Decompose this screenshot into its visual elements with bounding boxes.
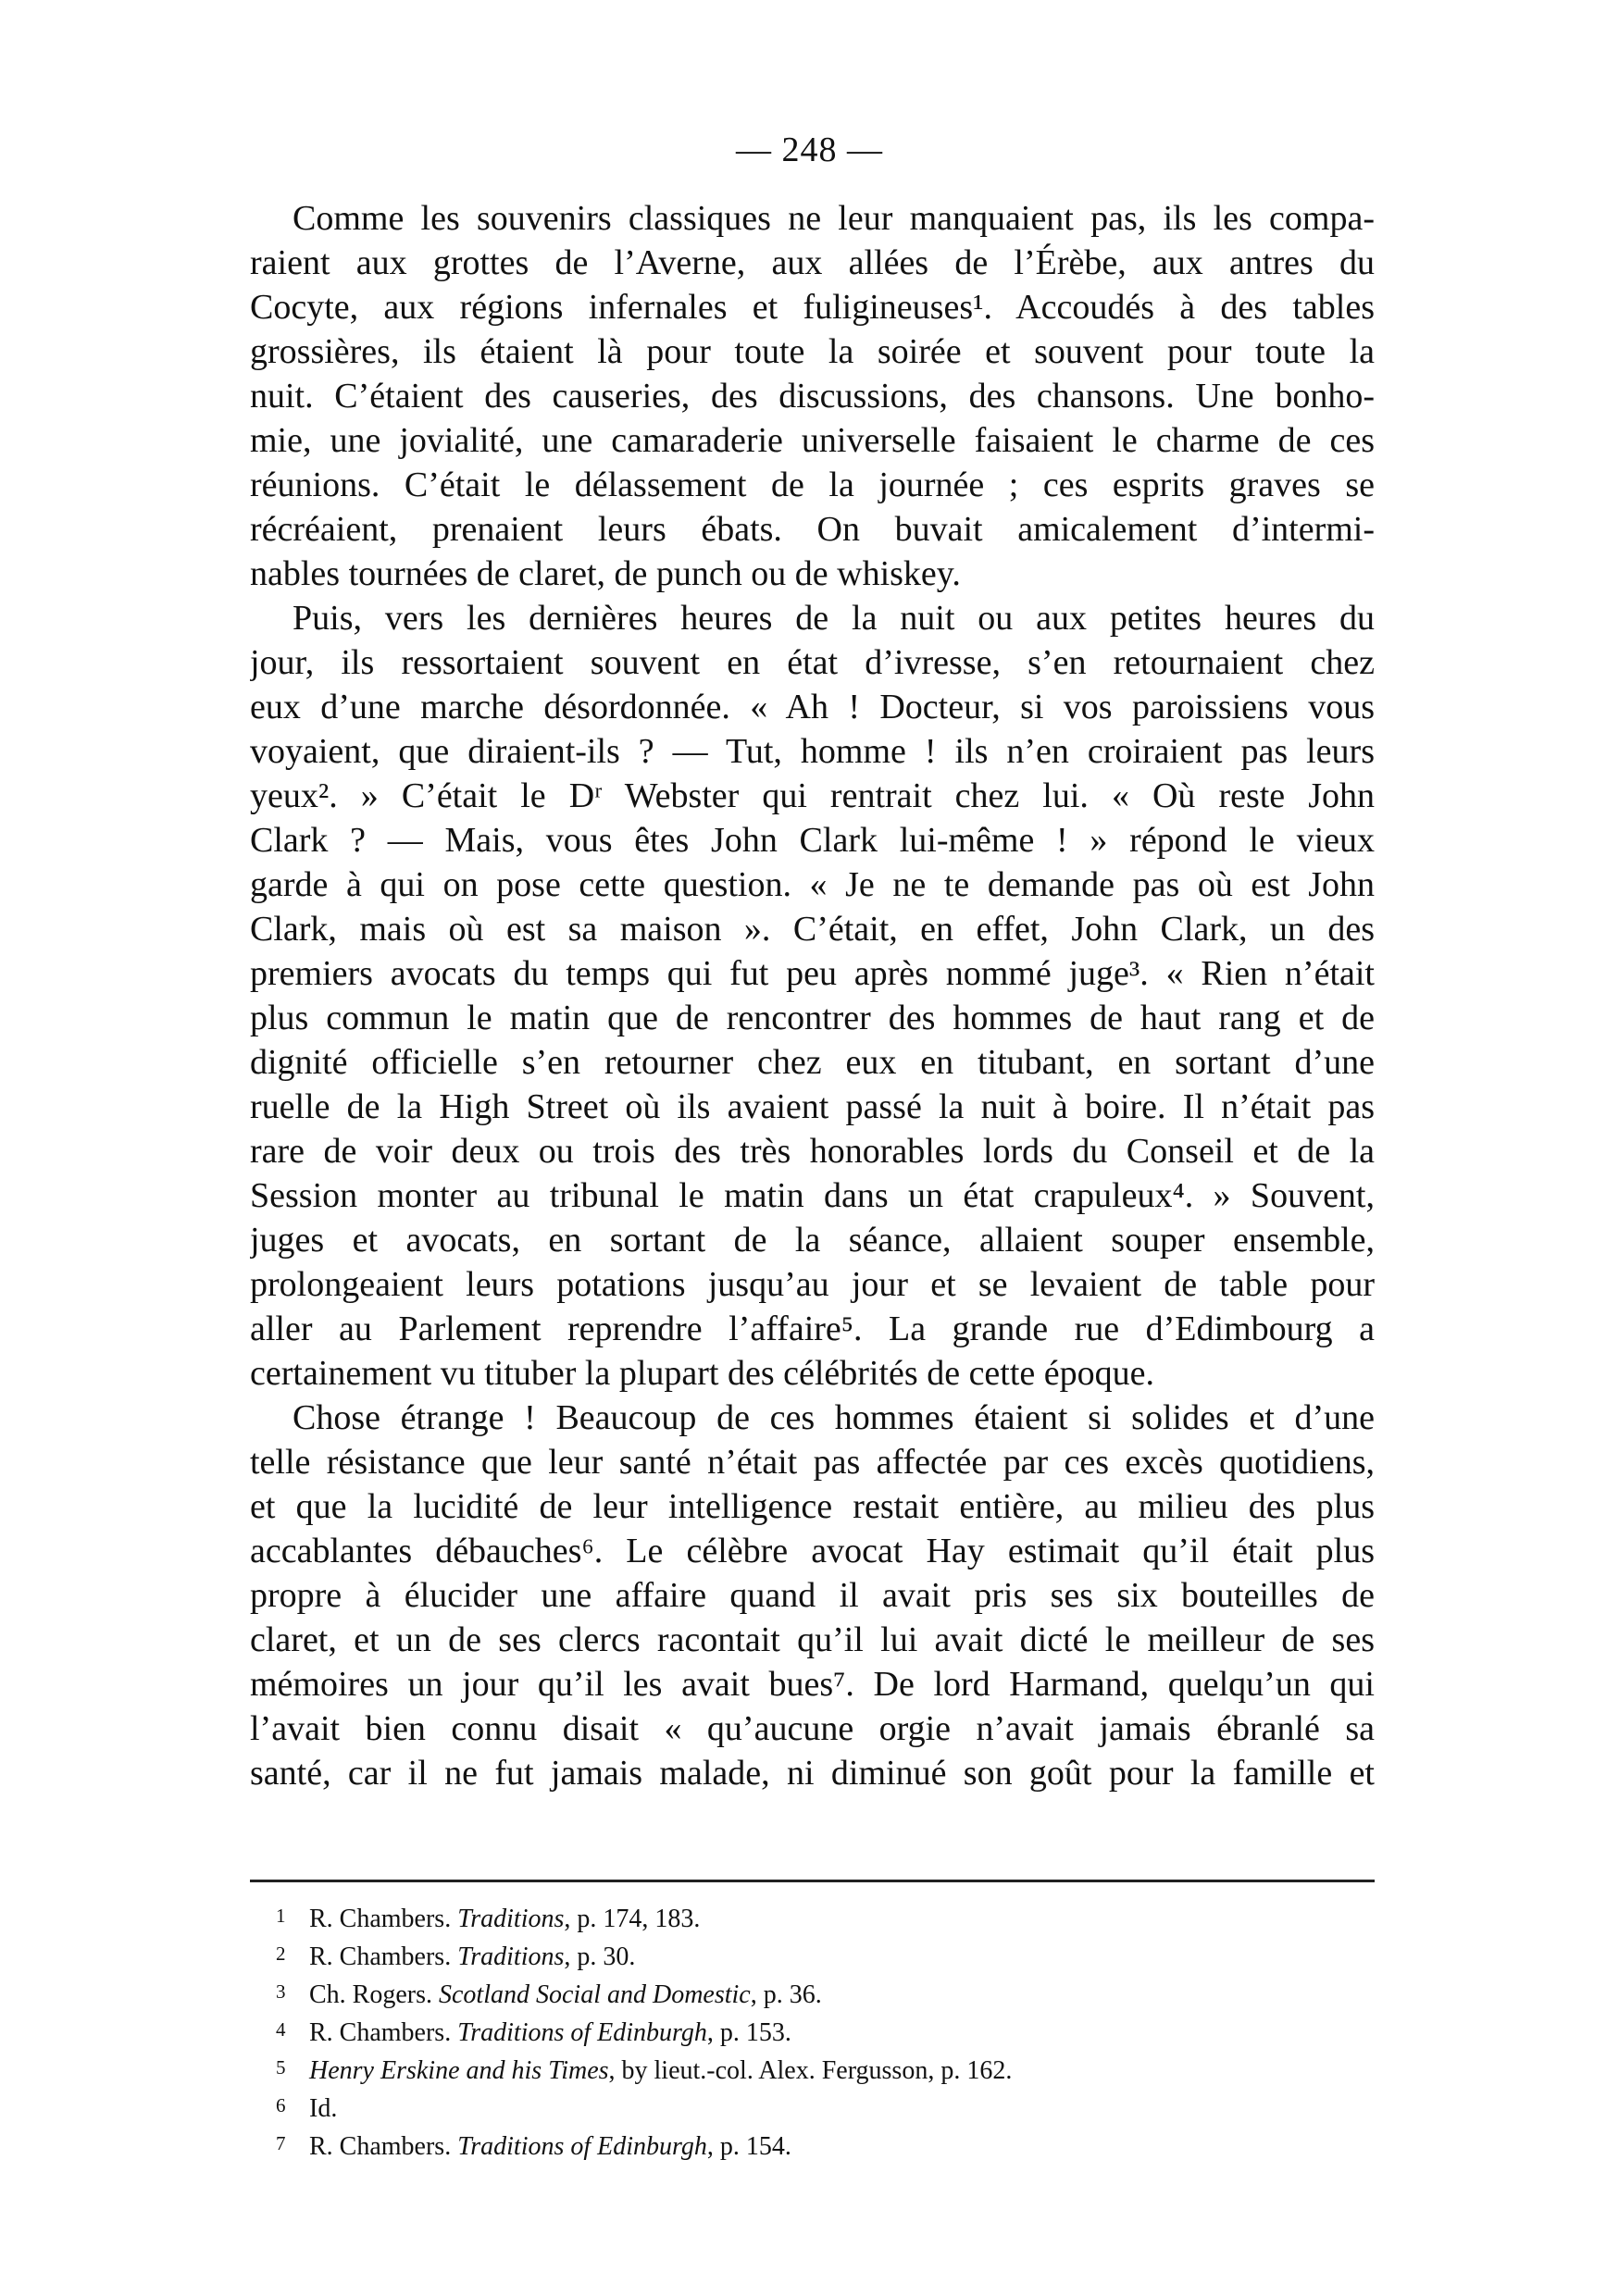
text-line: garde à qui on pose cette question. « Je ne te demande pas où est John [250,865,1375,904]
text-line: aller au Parlement reprendre l’affaire⁵. La grande rue d’Edimbourg a [250,1309,1375,1348]
footnote-title: Scotland Social and Domestic [439,1980,751,2009]
text-line: claret, et un de ses clercs racontait qu’il lui avait dicté le meilleur de ses [250,1620,1375,1659]
text-line: accablantes débauches⁶. Le célèbre avocat Hay estimait qu’il était plus [250,1532,1375,1570]
text-line: nuit. C’étaient des causeries, des discussions, des chansons. Une bonho- [250,377,1375,416]
text-line: jour, ils ressortaient souvent en état d’ivresse, s’en retournaient chez [250,643,1375,682]
footnote [276,1938,1340,1976]
text-line: récréaient, prenaient leurs ébats. On buvait amicalement d’intermi- [250,510,1375,549]
text-line: nables tournées de claret, de punch ou de whiskey. [250,554,961,593]
text-line: et que la lucidité de leur intelligence restait entière, au milieu des plus [250,1487,1375,1526]
footnote-title: Henry Erskine and his Times [309,2056,609,2085]
footnote-author: R. Chambers. [309,2018,458,2047]
footnote [276,1900,1340,1938]
text-line: Chose étrange ! Beaucoup de ces hommes étaient si solides et d’une [293,1398,1375,1437]
footnote-title: Traditions [457,1942,565,1971]
footnote-number: 1 [276,1905,286,1927]
text-line: raient aux grottes de l’Averne, aux allées de l’Érèbe, aux antres du [250,243,1375,282]
text-line: rare de voir deux ou trois des très honorables lords du Conseil et de la [250,1132,1375,1171]
footnotes [276,1900,1340,2166]
footnote-page: , p. 153. [706,2018,791,2047]
footnote-number: 5 [276,2056,286,2079]
footnote-title: Traditions [457,1905,565,1933]
paragraph [250,596,1375,1396]
text-line: propre à élucider une affaire quand il avait pris ses six bouteilles de [250,1576,1375,1615]
footnote-number: 4 [276,2018,286,2041]
footnote-number: 6 [276,2094,286,2116]
text-line: Cocyte, aux régions infernales et fuligineuses¹. Accoudés à des tables [250,288,1375,327]
text-line: eux d’une marche désordonnée. « Ah ! Docteur, si vos paroissiens vous [250,688,1375,726]
text-line: plus commun le matin que de rencontrer des hommes de haut rang et de [250,999,1375,1037]
text-line: grossières, ils étaient là pour toute la soirée et souvent pour toute la [250,332,1375,371]
footnote [276,2052,1340,2090]
footnote-number: 7 [276,2132,286,2154]
text-line: Session monter au tribunal le matin dans un état crapuleux⁴. » Souvent, [250,1176,1375,1215]
main-text [250,196,1375,1795]
text-line: Clark, mais où est sa maison ». C’était, en effet, John Clark, un des [250,910,1375,949]
footnote-author: Ch. Rogers. [309,1980,439,2009]
footnote-page: , p. 36. [750,1980,822,2009]
text-line: Clark ? — Mais, vous êtes John Clark lui-même ! » répond le vieux [250,821,1375,860]
footnote [276,1976,1340,2014]
text-line: ruelle de la High Street où ils avaient passé la nuit à boire. Il n’était pas [250,1087,1375,1126]
footnote-page: , p. 154. [706,2132,791,2161]
footnote-author: Id. [309,2094,338,2123]
text-line: l’avait bien connu disait « qu’aucune orgie n’avait jamais ébranlé sa [250,1709,1375,1748]
footnote-author: R. Chambers. [309,1942,458,1971]
footnote [276,2128,1340,2166]
text-line: voyaient, que diraient-ils ? — Tut, homme ! ils n’en croiraient pas leurs [250,732,1375,771]
footnote-page: , p. 30. [564,1942,636,1971]
text-line: mémoires un jour qu’il les avait bues⁷. De lord Harmand, quelqu’un qui [250,1665,1375,1704]
text-line: Puis, vers les dernières heures de la nuit ou aux petites heures du [293,599,1375,638]
text-line: juges et avocats, en sortant de la séance, allaient souper ensemble, [250,1221,1375,1260]
page-number: — 248 — [736,130,883,169]
text-line: mie, une jovialité, une camaraderie universelle faisaient le charme de ces [250,421,1375,460]
footnote-number: 2 [276,1942,286,1965]
footnote-author: R. Chambers. [309,1905,458,1933]
paragraph [250,196,1375,596]
footnote-divider [250,1880,1375,1882]
text-line: certainement vu tituber la plupart des célébrités de cette époque. [250,1354,1155,1393]
text-line: yeux². » C’était le Dʳ Webster qui rentrait chez lui. « Où reste John [250,776,1375,815]
text-line: telle résistance que leur santé n’était pas affectée par ces excès quotidiens, [250,1443,1375,1482]
paragraph [250,1396,1375,1795]
text-line: Comme les souvenirs classiques ne leur manquaient pas, ils les compa- [293,199,1375,238]
footnote [276,2090,1340,2128]
text-line: prolongeaient leurs potations jusqu’au jour et se levaient de table pour [250,1265,1375,1304]
footnote-title: Traditions of Edinburgh [457,2132,707,2161]
text-line: santé, car il ne fut jamais malade, ni diminué son goût pour la famille et [250,1754,1375,1793]
text-line: réunions. C’était le délassement de la journée ; ces esprits graves se [250,465,1375,504]
footnote-page: , p. 174, 183. [564,1905,701,1933]
footnote-title: Traditions of Edinburgh [457,2018,707,2047]
footnote-author: R. Chambers. [309,2132,458,2161]
footnote-page: , by lieut.-col. Alex. Fergusson, p. 162. [608,2056,1013,2085]
footnote [276,2014,1340,2052]
text-line: premiers avocats du temps qui fut peu après nommé juge³. « Rien n’était [250,954,1375,993]
text-line: dignité officielle s’en retourner chez eux en titubant, en sortant d’une [250,1043,1375,1082]
footnote-number: 3 [276,1980,286,2003]
